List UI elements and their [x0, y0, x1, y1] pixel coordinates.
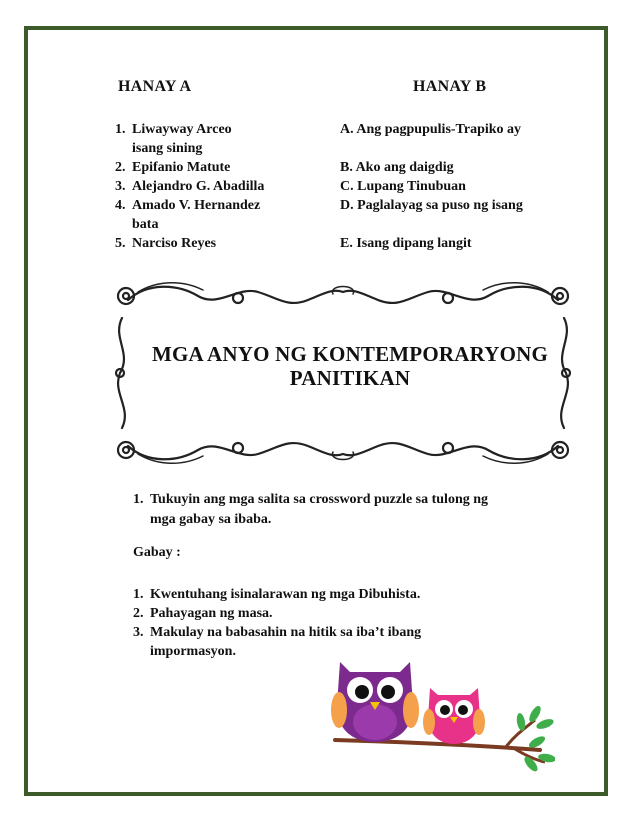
pink-owl: [423, 688, 485, 744]
frame-title-line1: MGA ANYO NG KONTEMPORARYONG: [151, 342, 549, 366]
hanay-b-heading: HANAY B: [413, 78, 487, 95]
hanay-a-heading: HANAY A: [118, 78, 192, 95]
instruction: 1. Tukuyin ang mga salita sa crossword puzzle sa tulong ng mga gabay sa ibaba.: [133, 492, 489, 527]
list-item: 1. Liwayway Arceo: [115, 122, 232, 137]
purple-owl: [331, 662, 419, 742]
frame-title: [140, 342, 560, 390]
list-item: B. Ako ang daigdig: [340, 160, 454, 175]
list-item-continuation: bata: [132, 217, 159, 232]
owls-illustration: [325, 650, 555, 775]
list-item-continuation: impormasyon.: [150, 644, 236, 659]
hanay-b-list: [340, 120, 560, 253]
list-item: 2. Epifanio Matute: [115, 160, 231, 175]
list-item: A. Ang pagpupulis-Trapiko ay: [340, 122, 522, 137]
list-item: D. Paglalayag sa puso ng isang: [340, 198, 523, 213]
list-item: 3. Alejandro G. Abadilla: [115, 179, 265, 194]
gabay-label: Gabay :: [133, 545, 181, 560]
list-item: 5. Narciso Reyes: [115, 236, 217, 251]
list-item: 4. Amado V. Hernandez: [115, 198, 261, 213]
list-item: E. Isang dipang langit: [340, 236, 472, 251]
hanay-a-list: [115, 120, 300, 253]
list-item: 1. Kwentuhang isinalarawan ng mga Dibuhista.: [133, 587, 421, 602]
list-item: 3. Makulay na babasahin na hitik sa iba’t ibang: [133, 625, 422, 640]
list-item: 2. Pahayagan ng masa.: [133, 606, 273, 621]
list-item: C. Lupang Tinubuan: [340, 179, 466, 194]
frame-title-line2: PANITIKAN: [289, 366, 411, 390]
list-item-continuation: isang sining: [132, 141, 203, 156]
